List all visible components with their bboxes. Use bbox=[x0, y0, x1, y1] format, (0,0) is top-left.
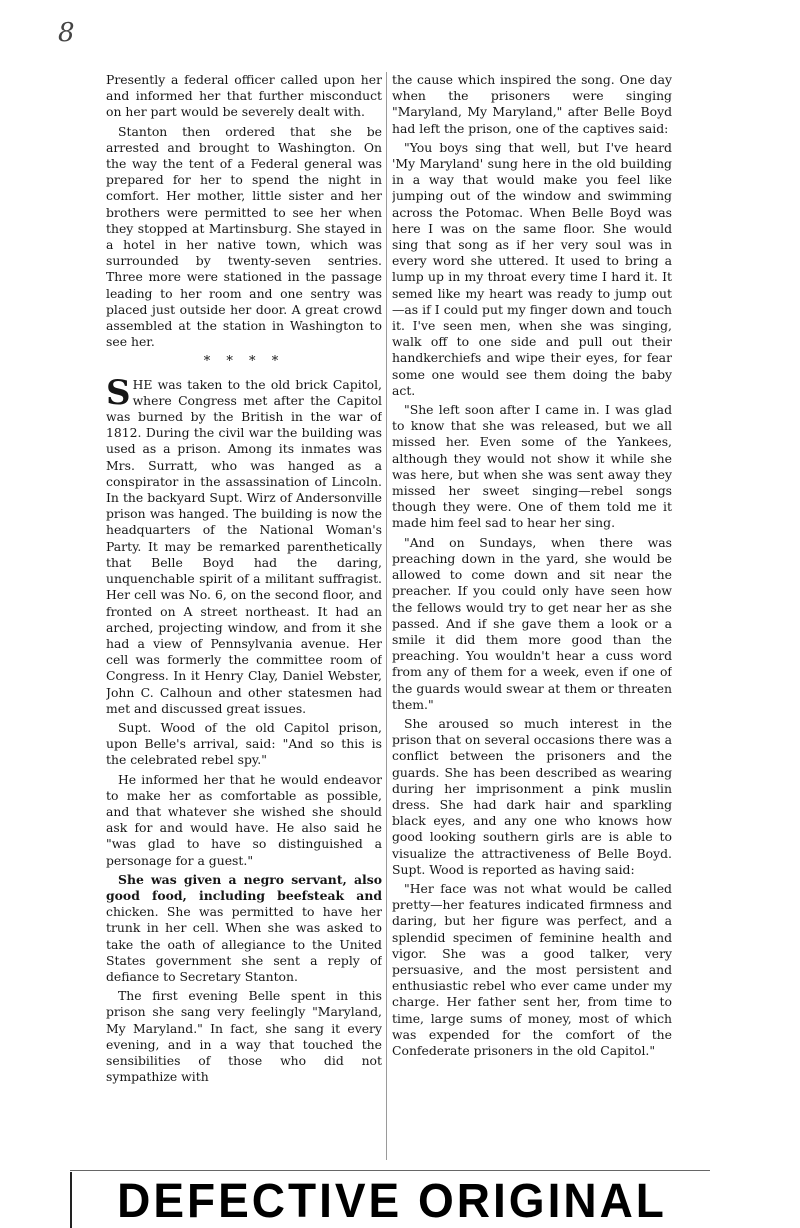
paragraph: "And on Sundays, when there was preaching down in the yard, she would be allowed to come down and sit near the preacher. If you could only have seen how the fellows would try to get near her as she passed. And if she gave them a look or a smile it did them more good than the preaching. You wouldn't hear a cuss word from any of them for a week, even if one of the guards would swear at them or threaten them." bbox=[392, 534, 672, 712]
column-divider bbox=[386, 72, 387, 1160]
paragraph: Supt. Wood of the old Capitol prison, upon Belle's arrival, said: "And so this is the celebrated rebel spy." bbox=[106, 719, 382, 768]
paragraph: "You boys sing that well, but I've heard 'My Maryland' sung here in the old building in a way that would make you feel like jumping out of the window and swimming across the Potomac. When Belle Boyd was here I was on the same floor. She would sing that song as if her very soul was in every word she uttered. It used to bring a lump up in my throat every time I hard it. It semed like my heart was ready to jump out—as if I could put my finger down and touch it. I've seen men, when she was singing, walk off to one side and pull out their handkerchiefs and wipe their eyes, for fear some one would see them doing the baby act. bbox=[392, 139, 672, 398]
paragraph bbox=[106, 372, 382, 717]
banner-text: DEFECTIVE ORIGINAL bbox=[117, 1172, 667, 1228]
paragraph-text: HE was taken to the old brick Capitol, where Congress met after the Capitol was burned by the British in the war of 1812. During the civil war the building was used as a prison. Among its inmates was Mrs. Surratt, who was hanged as a conspirator in the assassination of Lincoln. In the backyard Supt. Wirz of Andersonville prison was hanged. The building is now the headquarters of the National Woman's Party. It may be remarked parenthetically that Belle Boyd had the daring, unquenchable spirit of a militant suffragist. Her cell was No. 6, on the second floor, and fronted on A street northeast. It had an arched, projecting window, and from it she had a view of Pennsylvania avenue. Her cell was formerly the committee room of Congress. In it Henry Clay, Daniel Webster, John C. Calhoun and other statesmen had met and discussed great issues. bbox=[106, 376, 382, 716]
page-number: 8 bbox=[58, 18, 75, 48]
defective-original-banner bbox=[70, 1172, 712, 1228]
paragraph: She aroused so much interest in the prison that on several occasions there was a conflict between the prisoners and the guards. She has been described as wearing during her imprisonment a pink muslin dress. She had dark hair and sparkling black eyes, and any one who knows how good looking southern girls are is able to visualize the attractiveness of Belle Boyd. Supt. Wood is reported as having said: bbox=[392, 715, 672, 877]
section-separator: * * * * bbox=[203, 354, 285, 370]
paragraph-text: chicken. She was permitted to have her trunk in her cell. When she was asked to take the oath of allegiance to the United States government she sent a reply of defiance to Secretary Stanton. bbox=[106, 904, 382, 984]
paragraph: Stanton then ordered that she be arrested and brought to Washington. On the way the tent of a Federal general was prepared for her to spend the night in comfort. Her mother, little sister and her brothers were permitted to see her when they stopped at Martinsburg. She stayed in a hotel in her native town, which was surrounded by twenty-seven sentries. Three more were stationed in the passage leading to her room and one sentry was placed just outside her door. A great crowd assembled at the station in Washington to see her. bbox=[106, 123, 382, 350]
drop-cap: S bbox=[106, 372, 131, 413]
newspaper-scan bbox=[104, 72, 678, 1160]
paragraph: The first evening Belle spent in this prison she sang very feelingly "Maryland, My Maryland." In fact, she sang it every evening, and in a way that touched the sensibilities of those who did not sympathize with bbox=[106, 988, 382, 1085]
paragraph bbox=[106, 872, 382, 985]
paragraph: Presently a federal officer called upon her and informed her that further misconduct on her part would be severely dealt with. bbox=[106, 72, 382, 120]
right-column bbox=[392, 72, 672, 1160]
paragraph: "Her face was not what would be called pretty—her features indicated firmness and daring, but her figure was perfect, and a splendid specimen of feminine health and vigor. She was a good talker, very persuasive, and the most persistent and enthusiastic rebel who ever came under my charge. Her father sent her, from time to time, large sums of money, most of which was expended for the comfort of the Confederate prisoners in the old Capitol." bbox=[392, 880, 672, 1058]
left-column bbox=[106, 72, 382, 1160]
paragraph: He informed her that he would endeavor to make her as comfortable as possible, and that whatever she wished she should ask for and would have. He also said he "was glad to have so distinguished a personage for a guest." bbox=[106, 771, 382, 868]
paragraph: the cause which inspired the song. One day when the prisoners were singing "Maryland, My Maryland," after Belle Boyd had left the prison, one of the captives said: bbox=[392, 72, 672, 136]
paragraph: "She left soon after I came in. I was glad to know that she was released, but we all missed her. Even some of the Yankees, although they would not show it while she was here, but when she was sent away they missed her sweet singing—rebel songs though they were. One of them told me it made him feel sad to hear her sing. bbox=[392, 402, 672, 531]
bold-text: She was given a negro servant, also good food, including beefsteak and bbox=[106, 871, 382, 903]
